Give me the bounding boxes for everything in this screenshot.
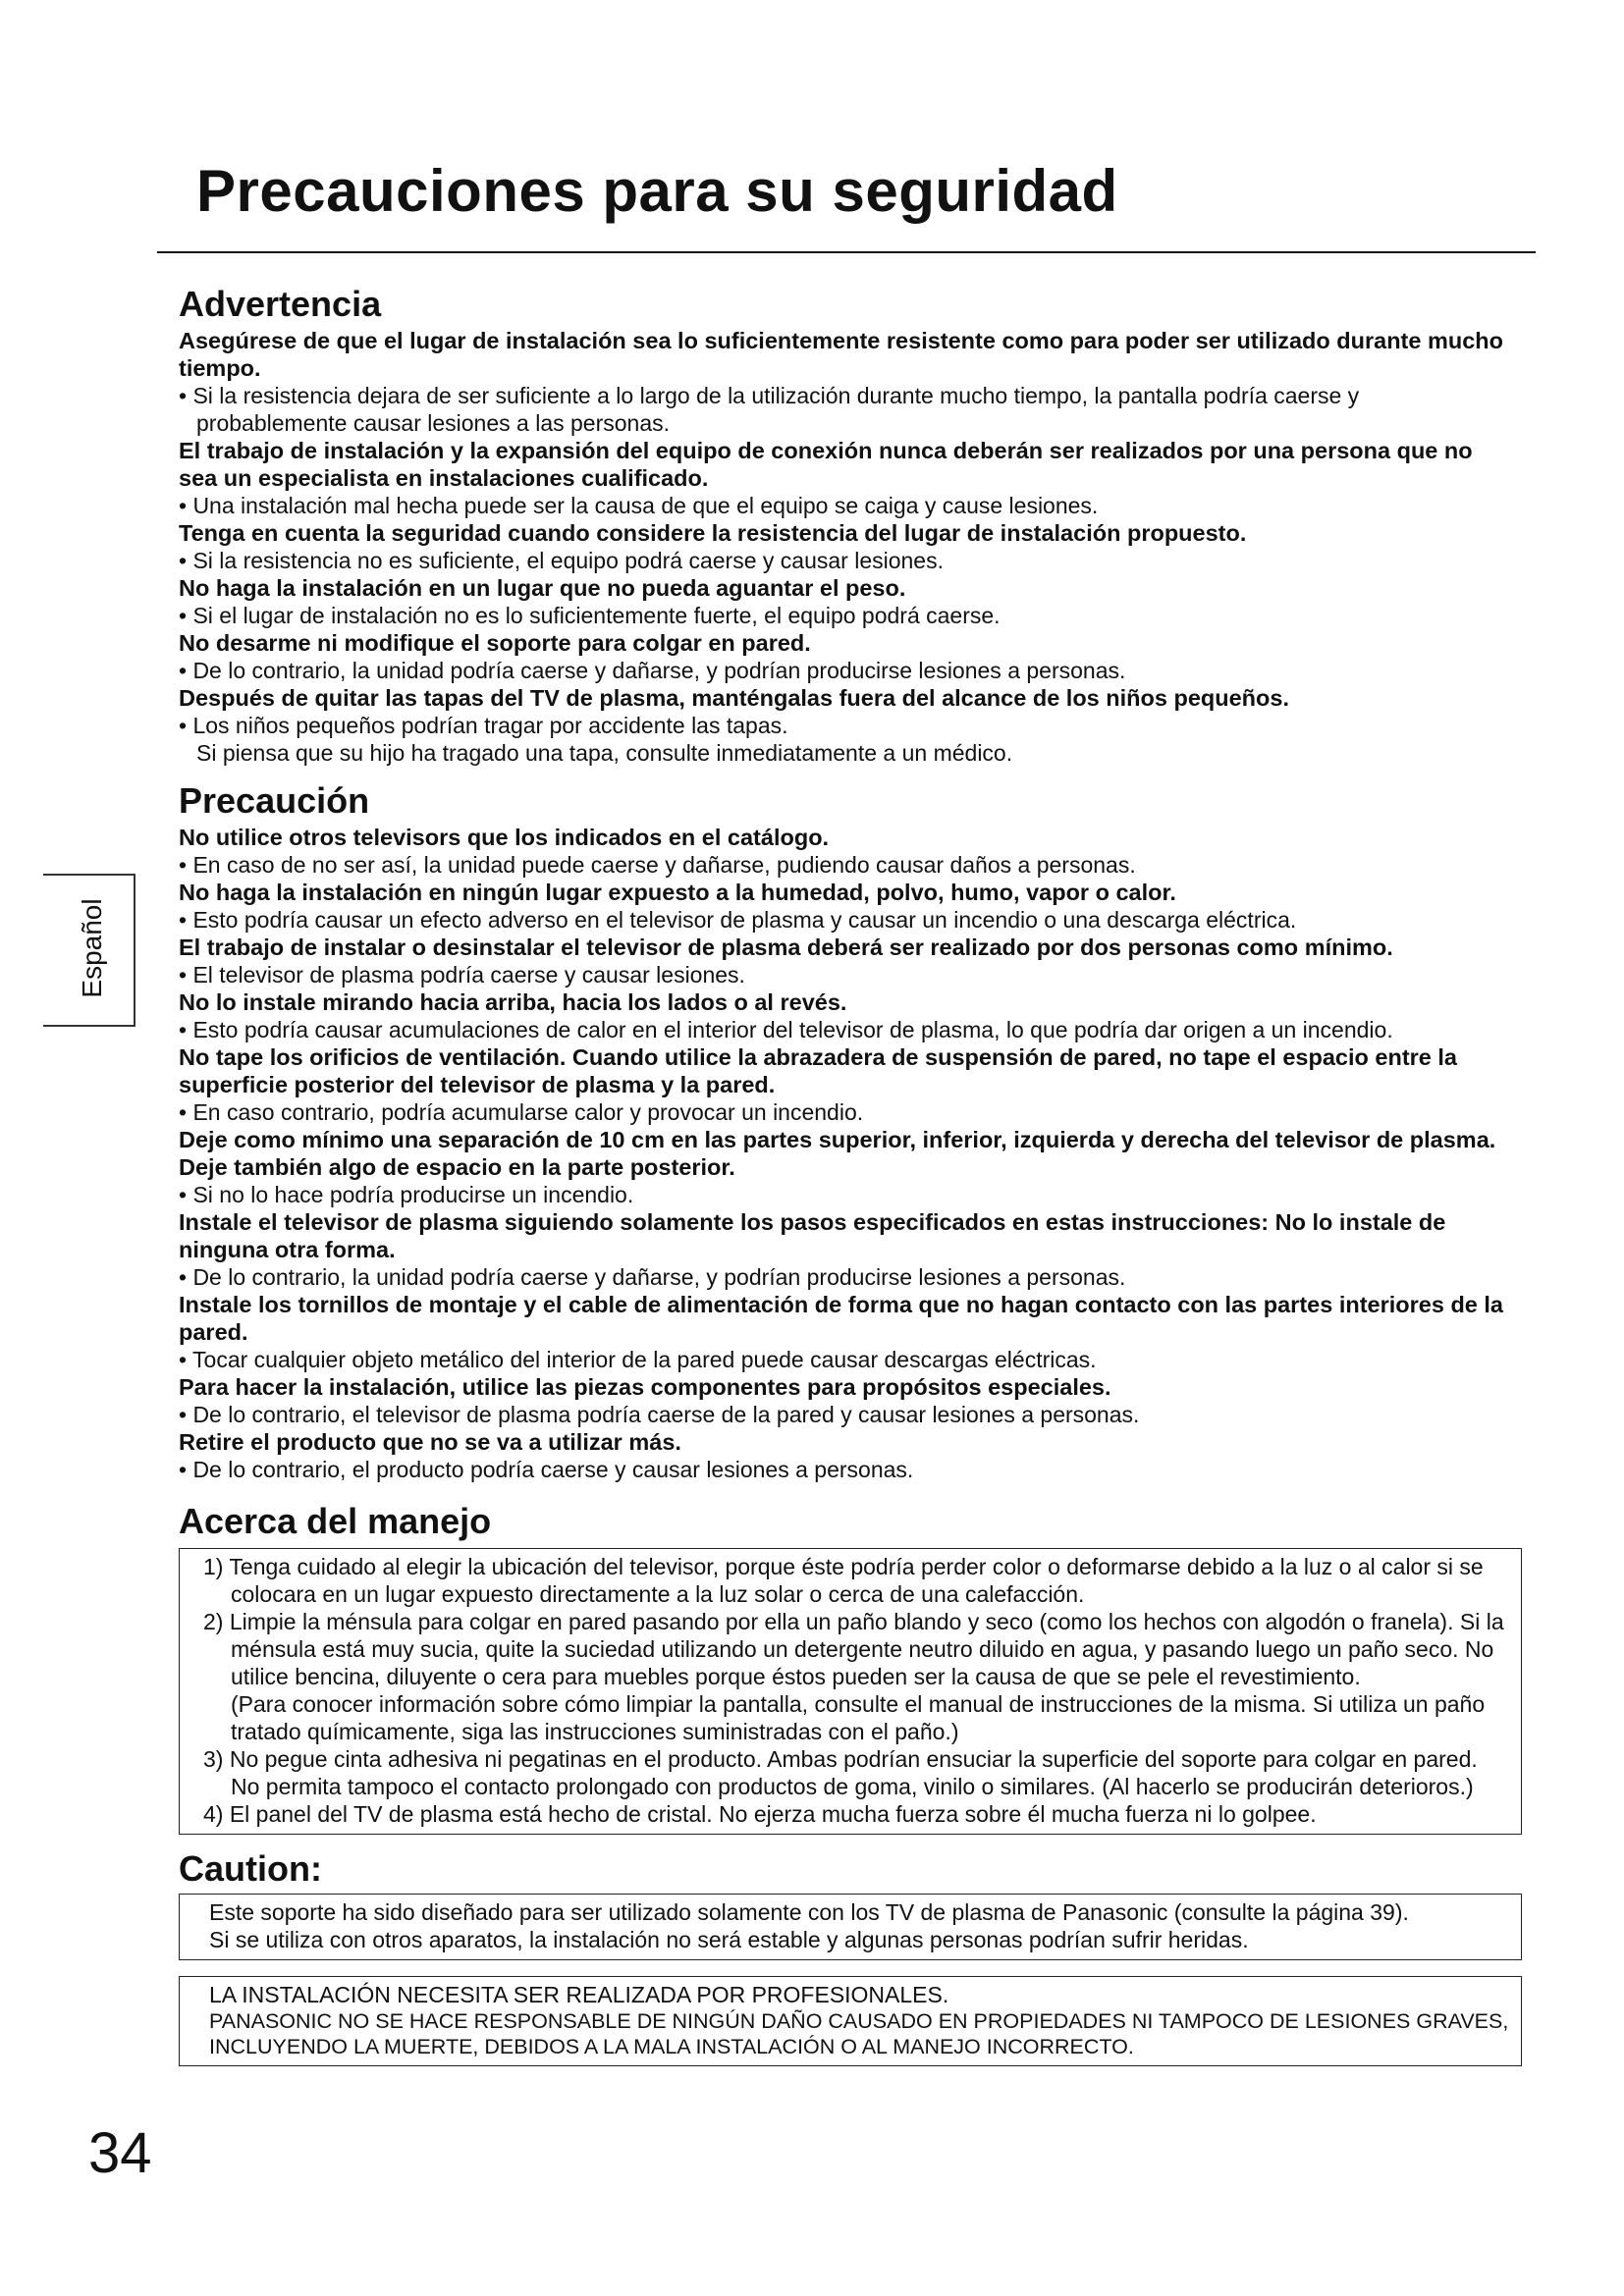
precaucion-item-bullet: • El televisor de plasma podría caerse y causar lesiones.: [179, 962, 745, 988]
precaucion-item-title: Retire el producto que no se va a utilizar más.: [179, 1429, 681, 1455]
precaucion-item-title: No utilice otros televisors que los indicados en el catálogo.: [179, 825, 830, 850]
section-precaucion: [179, 778, 1514, 1483]
advertencia-item-bullet: • Si la resistencia no es suficiente, el equipo podrá caerse y causar lesiones.: [179, 548, 944, 573]
advertencia-item-bullet: • De lo contrario, la unidad podría caerse y dañarse, y podrían producirse lesiones a personas.: [179, 658, 1126, 683]
advertencia-item: [179, 629, 1514, 684]
precaucion-item-bullet: • En caso contrario, podría acumularse calor y provocar un incendio.: [179, 1099, 864, 1125]
precaucion-item-bullet: • Tocar cualquier objeto metálico del interior de la pared puede causar descargas eléctricas.: [179, 1347, 1097, 1372]
advertencia-item-title: No haga la instalación en un lugar que no pueda aguantar el peso.: [179, 575, 906, 601]
advertencia-item: [179, 684, 1514, 767]
page-title: Precauciones para su seguridad: [196, 158, 1118, 224]
precaucion-item-title: No tape los orificios de ventilación. Cuando utilice la abrazadera de suspensión de pared, no tape el espacio entre la superficie posterior del televisor de plasma y la pared.: [179, 1044, 1457, 1097]
precaucion-item: [179, 1126, 1514, 1208]
advertencia-heading: Advertencia: [179, 284, 382, 324]
content-column: [179, 282, 1514, 2066]
advertencia-item: [179, 574, 1514, 629]
manejo-item: 3) No pegue cinta adhesiva ni pegatinas en el producto. Ambas podrían ensuciar la superficie del soporte para colgar en pared. No permita tampoco el contacto prolongado con productos de goma, vinilo o similares. (Al hacerlo se producirán deterioros.): [203, 1746, 1478, 1799]
precaucion-item-bullet: • Esto podría causar acumulaciones de calor en el interior del televisor de plasma, lo que podría dar origen a un incendio.: [179, 1017, 1393, 1042]
precaucion-list: [179, 824, 1514, 1483]
advertencia-list: [179, 327, 1514, 767]
advertencia-item: [179, 437, 1514, 519]
precaucion-item-title: Instale los tornillos de montaje y el cable de alimentación de forma que no hagan contacto con las partes interiores de la pared.: [179, 1292, 1503, 1345]
precaucion-item-bullet: • De lo contrario, el producto podría caerse y causar lesiones a personas.: [179, 1457, 914, 1482]
professional-notice: LA INSTALACIÓN NECESITA SER REALIZADA POR PROFESIONALES.: [209, 1982, 949, 2007]
precaucion-item: [179, 879, 1514, 934]
page-number: 34: [88, 2121, 152, 2185]
advertencia-item-bullet: • Si el lugar de instalación no es lo suficientemente fuerte, el equipo podrá caerse.: [179, 603, 1001, 628]
advertencia-item: [179, 519, 1514, 574]
caution-line: Este soporte ha sido diseñado para ser utilizado solamente con los TV de plasma de Panasonic (consulte la página 39).: [209, 1899, 1409, 1925]
precaucion-item: [179, 1428, 1514, 1483]
precaucion-item: [179, 988, 1514, 1043]
precaucion-item: [179, 934, 1514, 988]
precaucion-item-bullet: • De lo contrario, la unidad podría caerse y dañarse, y podrían producirse lesiones a personas.: [179, 1264, 1126, 1290]
precaucion-item: [179, 824, 1514, 879]
precaucion-heading: Precaución: [179, 780, 370, 821]
precaucion-item: [179, 1043, 1514, 1126]
liability-notice: PANASONIC NO SE HACE RESPONSABLE DE NINGÚN DAÑO CAUSADO EN PROPIEDADES NI TAMPOCO DE LESIONES GRAVES, INCLUYENDO LA MUERTE, DEBIDOS A LA MALA INSTALACIÓN O AL MANEJO INCORRECTO.: [209, 2009, 1509, 2058]
language-side-tab-label: Español: [77, 898, 107, 998]
precaucion-item-bullet: • Esto podría causar un efecto adverso en el televisor de plasma y causar un incendio o una descarga eléctrica.: [179, 907, 1297, 933]
precaucion-item: [179, 1208, 1514, 1291]
precaucion-item: [179, 1291, 1514, 1373]
advertencia-item-title: Tenga en cuenta la seguridad cuando considere la resistencia del lugar de instalación propuesto.: [179, 520, 1247, 546]
precaucion-item-bullet: • Si no lo hace podría producirse un incendio.: [179, 1182, 634, 1207]
caution-line: Si se utiliza con otros aparatos, la instalación no será estable y algunas personas podrían sufrir heridas.: [209, 1927, 1249, 1952]
precaucion-item-bullet: • En caso de no ser así, la unidad puede caerse y dañarse, pudiendo causar daños a personas.: [179, 852, 1136, 878]
manejo-heading: Acerca del manejo: [179, 1501, 492, 1541]
manejo-item: 1) Tenga cuidado al elegir la ubicación del televisor, porque éste podría perder color o deformarse debido a la luz o al calor si se colocara en un lugar expuesto directamente a la luz solar o cerca de una calefacción.: [203, 1554, 1484, 1607]
section-caution: [179, 1846, 1514, 1960]
precaucion-item: [179, 1373, 1514, 1428]
manejo-item: 4) El panel del TV de plasma está hecho de cristal. No ejerza mucha fuerza sobre él mucha fuerza ni lo golpee.: [203, 1801, 1317, 1827]
precaucion-item-title: Deje como mínimo una separación de 10 cm en las partes superior, inferior, izquierda y derecha del televisor de plasma. Deje también algo de espacio en la parte posterior.: [179, 1127, 1496, 1180]
advertencia-item-bullet: • Una instalación mal hecha puede ser la causa de que el equipo se caiga y cause lesiones.: [179, 493, 1099, 518]
caution-heading: Caution:: [179, 1848, 322, 1889]
advertencia-item-title: Asegúrese de que el lugar de instalación sea lo suficientemente resistente como para poder ser utilizado durante mucho tiempo.: [179, 328, 1504, 381]
precaucion-item-title: No lo instale mirando hacia arriba, hacia los lados o al revés.: [179, 989, 847, 1015]
advertencia-item: [179, 327, 1514, 437]
precaucion-item-title: El trabajo de instalar o desinstalar el televisor de plasma deberá ser realizado por dos personas como mínimo.: [179, 934, 1393, 960]
advertencia-item-title: Después de quitar las tapas del TV de plasma, manténgalas fuera del alcance de los niños pequeños.: [179, 685, 1289, 711]
advertencia-item-bullet: • Si la resistencia dejara de ser suficiente a lo largo de la utilización durante mucho tiempo, la pantalla podría caerse y probablemente causar lesiones a las personas.: [179, 383, 1360, 436]
precaucion-item-bullet: • De lo contrario, el televisor de plasma podría caerse de la pared y causar lesiones a personas.: [179, 1402, 1140, 1427]
precaucion-item-title: No haga la instalación en ningún lugar expuesto a la humedad, polvo, humo, vapor o calor.: [179, 880, 1176, 905]
advertencia-item-note: Si piensa que su hijo ha tragado una tapa, consulte inmediatamente a un médico.: [196, 740, 1013, 766]
manejo-item: 2) Limpie la ménsula para colgar en pared pasando por ella un paño blando y seco (como los hechos con algodón o franela). Si la ménsula está muy sucia, quite la suciedad utilizando un detergente neutro diluido en agua, y pasando luego un paño seco. No utilice bencina, diluyente o cera para muebles porque éstos pueden ser la causa de que se pele el revestimiento.: [203, 1609, 1504, 1689]
advertencia-item-bullet: • Los niños pequeños podrían tragar por accidente las tapas.: [179, 713, 788, 738]
manejo-box: [179, 1548, 1522, 1835]
section-acerca-del-manejo: [179, 1499, 1514, 1835]
manejo-item-note: (Para conocer información sobre cómo limpiar la pantalla, consulte el manual de instrucciones de la misma. Si utiliza un paño tratado químicamente, siga las instrucciones suministradas con el paño.): [231, 1691, 1486, 1744]
advertencia-item-title: El trabajo de instalación y la expansión del equipo de conexión nunca deberán ser realizados por una persona que no sea un especialista en instalaciones cualificado.: [179, 438, 1473, 491]
title-divider: [157, 251, 1536, 253]
caution-box: [179, 1894, 1522, 1960]
professional-install-box: [179, 1976, 1522, 2066]
advertencia-item-title: No desarme ni modifique el soporte para colgar en pared.: [179, 630, 811, 656]
precaucion-item-title: Para hacer la instalación, utilice las piezas componentes para propósitos especiales.: [179, 1374, 1111, 1400]
section-advertencia: [179, 282, 1514, 767]
precaucion-item-title: Instale el televisor de plasma siguiendo solamente los pasos especificados en estas instrucciones: No lo instale de ninguna otra forma.: [179, 1209, 1446, 1262]
